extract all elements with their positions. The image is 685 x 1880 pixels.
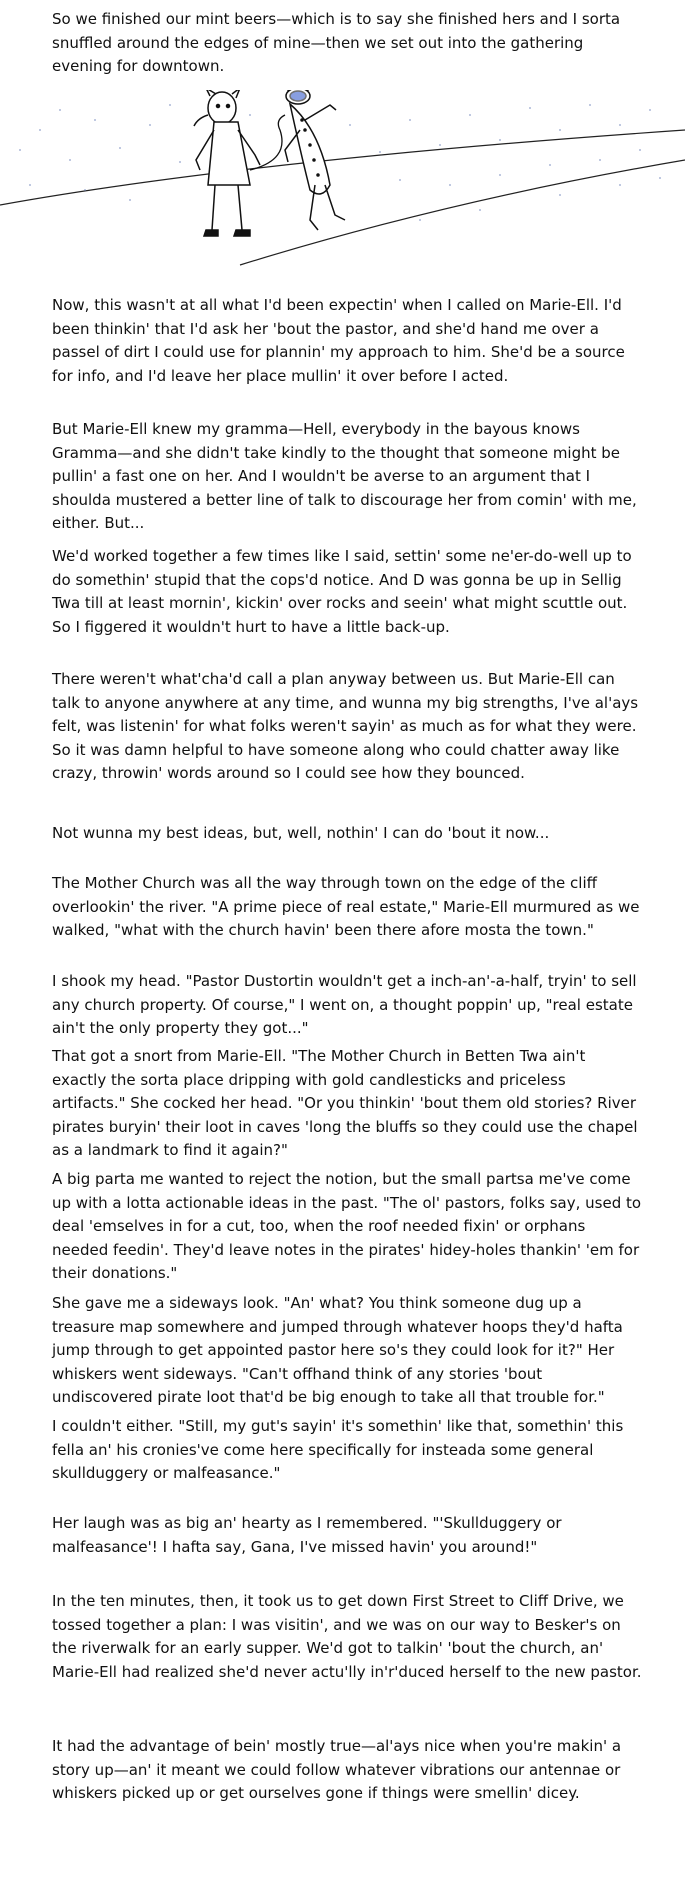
paragraph-3: But Marie-Ell knew my gramma—Hell, everybody in the bayous knows Gramma—and she didn't take kindly to the thought that someone might be pullin' a fast one on her. And I wouldn't be averse to an argument that I shoulda mustered a better line of talk to discourage her from comin' with me, either. But... (52, 420, 637, 532)
paragraph-13: Her laugh was as big an' hearty as I remembered. "'Skullduggery or malfeasance'! I hafta say, Gana, I've missed havin' you around!" (52, 1514, 562, 1556)
paragraph-4: We'd worked together a few times like I said, settin' some ne'er-do-well up to do somethin' stupid that the cops'd notice. And D was gonna be up in Sellig Twa till at least mornin', kickin' over rocks and seein' what might scuttle out. So I figgered it wouldn't hurt to have a little back-up. (52, 547, 632, 636)
cat-character (194, 90, 285, 236)
paragraph-9: That got a snort from Marie-Ell. "The Mother Church in Betten Twa ain't exactly the sorta place dripping with gold candlesticks and priceless artifacts." She cocked her head. "Or you thinkin' 'bout them old stories? River pirates buryin' their loot in caves 'long the bluffs so they could use the chapel as a landmark to find it again?" (52, 1047, 638, 1159)
paragraph-6: Not wunna my best ideas, but, well, nothin' I can do 'bout it now... (52, 824, 550, 842)
road-texture (19, 104, 661, 221)
paragraph-5: There weren't what'cha'd call a plan anyway between us. But Marie-Ell can talk to anyone anywhere at any time, and wunna my big strengths, I've al'ays felt, was listenin' for what folks weren't sayin' as much as for what they were. So it was damn helpful to have someone along who could chatter away like crazy, throwin' words around so I could see how they bounced. (52, 670, 639, 782)
paragraph-2: Now, this wasn't at all what I'd been expectin' when I called on Marie-Ell. I'd been thinkin' that I'd ask her 'bout the pastor, and she'd hand me over a passel of dirt I could use for plannin' my approach to him. She'd be a source for info, and I'd leave her place mullin' it over before I acted. (52, 296, 625, 385)
walking-characters-illustration (0, 90, 685, 275)
paragraph-11: She gave me a sideways look. "An' what? You think someone dug up a treasure map somewhere and jumped through whatever hoops they'd hafta jump through to get appointed pastor here so's they could look for it?" Her whiskers went sideways. "Can't offhand think of any stories 'bout undiscovered pirate loot that'd be big enough to take all that trouble for." (52, 1294, 623, 1406)
paragraph-7: The Mother Church was all the way through town on the edge of the cliff overlookin' the river. "A prime piece of real estate," Marie-Ell murmured as we walked, "what with the church havin' been there afore mosta the town." (52, 874, 640, 939)
paragraph-8: I shook my head. "Pastor Dustortin wouldn't get a inch-an'-a-half, tryin' to sell any church property. Of course," I went on, a thought poppin' up, "real estate ain't the only property they got..." (52, 972, 637, 1037)
paragraph-1: So we finished our mint beers—which is to say she finished hers and I sorta snuffled around the edges of mine—then we set out into the gathering evening for downtown. (52, 10, 621, 75)
paragraph-15: It had the advantage of bein' mostly true—al'ays nice when you're makin' a story up—an' it meant we could follow whatever vibrations our antennae or whiskers picked up or get ourselves gone if things were smellin' dicey. (52, 1737, 622, 1802)
paragraph-12: I couldn't either. "Still, my gut's sayin' it's somethin' like that, somethin' this fella an' his cronies've come here specifically for insteada some general skullduggery or malfeasance." (52, 1417, 624, 1482)
paragraph-10: A big parta me wanted to reject the notion, but the small partsa me've come up with a lotta actionable ideas in the past. "The ol' pastors, folks say, used to deal 'emselves in for a cut, too, when the roof needed fixin' or orphans needed feedin'. They'd leave notes in the pirates' hidey-holes thankin' 'em for their donations." (52, 1170, 642, 1282)
road-edge-line (0, 130, 685, 205)
paragraph-14: In the ten minutes, then, it took us to get down First Street to Cliff Drive, we tossed together a plan: I was visitin', and we was on our way to Besker's on the riverwalk for an early supper. We'd got to talkin' 'bout the church, an' Marie-Ell had realized she'd never actu'lly in'r'duced herself to the new pastor. (52, 1592, 642, 1681)
